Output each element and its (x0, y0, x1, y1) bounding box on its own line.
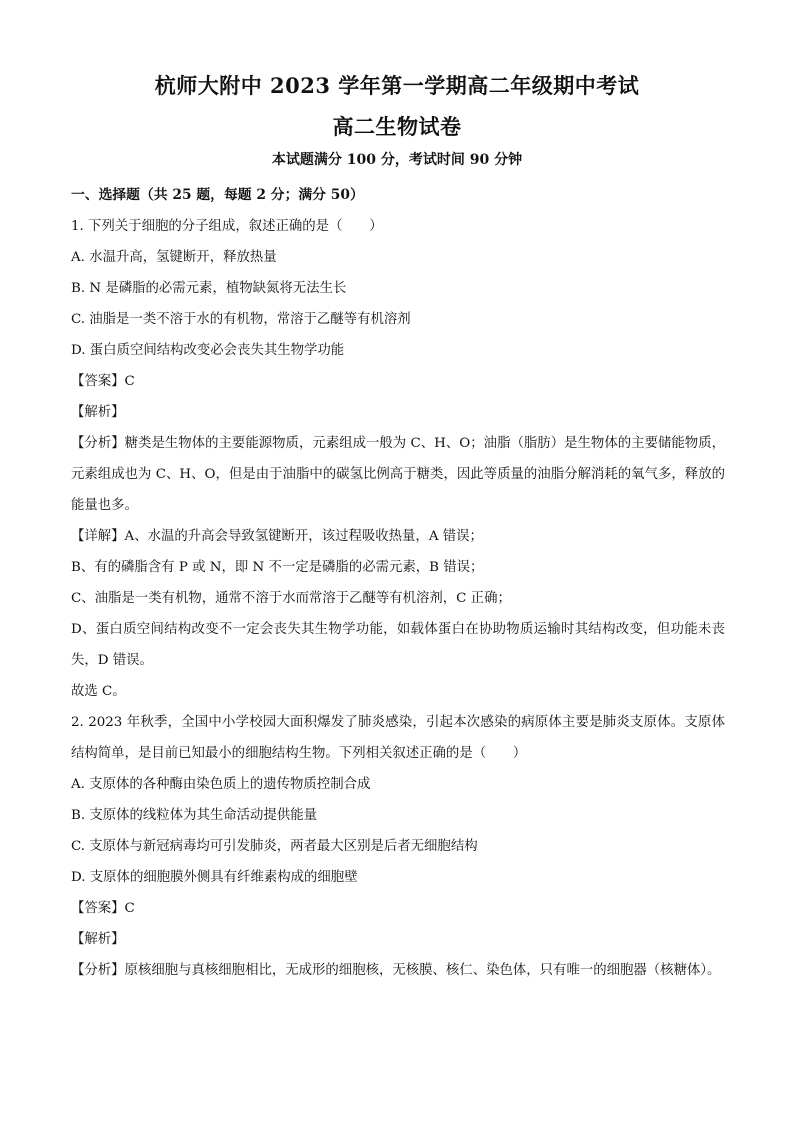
question-stem: 2. 2023 年秋季，全国中小学校园大面积爆发了肺炎感染，引起本次感染的病原体主要是肺炎支原体。支原体结构简单，是目前已知最小的细胞结构生物。下列相关叙述正确的是（ ） (71, 715, 725, 761)
option-b: B. N 是磷脂的必需元素，植物缺氮将无法生长 (71, 281, 347, 296)
option-a: A. 支原体的各种酶由染色质上的遗传物质控制合成 (71, 777, 371, 792)
document-body (71, 180, 725, 986)
option-a: A. 水温升高，氢键断开，释放热量 (71, 250, 277, 265)
detail-line: 【详解】A、水温的升高会导致氢键断开，该过程吸收热量，A 错误； (71, 529, 483, 544)
subject-title: 高二生物试卷 (332, 114, 462, 139)
answer: 【答案】C (71, 901, 135, 916)
section-heading: 一、选择题（共 25 题，每题 2 分；满分 50） (71, 187, 364, 203)
question-2 (71, 707, 725, 986)
option-d: D. 支原体的细胞膜外侧具有纤维素构成的细胞壁 (71, 870, 358, 885)
analysis-label: 【解析】 (71, 405, 125, 420)
detail-line: C、油脂是一类有机物，通常不溶于水而常溶于乙醚等有机溶剂，C 正确； (71, 591, 511, 606)
analysis-text: 【分析】糖类是生物体的主要能源物质，元素组成一般为 C、H、O；油脂（脂肪）是生物体的主要储能物质，元素组成也为 C、H、O，但是由于油脂中的碳氢比例高于糖类，因此等质量的油脂分解消耗的氧气多，释放的能量也多。 (71, 436, 725, 513)
option-c: C. 油脂是一类不溶于水的有机物，常溶于乙醚等有机溶剂 (71, 312, 411, 327)
question-stem: 1. 下列关于细胞的分子组成，叙述正确的是（ ） (71, 219, 383, 234)
answer: 【答案】C (71, 374, 135, 389)
conclusion: 故选 C。 (71, 684, 126, 699)
option-c: C. 支原体与新冠病毒均可引发肺炎，两者最大区别是后者无细胞结构 (71, 839, 478, 854)
detail-line: D、蛋白质空间结构改变不一定会丧失其生物学功能，如载体蛋白在协助物质运输时其结构改变，但功能未丧失，D 错误。 (71, 622, 725, 668)
detail-line: B、有的磷脂含有 P 或 N，即 N 不一定是磷脂的必需元素，B 错误； (71, 560, 484, 575)
exam-info: 本试题满分 100 分，考试时间 90 分钟 (271, 152, 523, 168)
option-b: B. 支原体的线粒体为其生命活动提供能量 (71, 808, 317, 823)
analysis-label: 【解析】 (71, 932, 125, 947)
exam-title: 杭师大附中 2023 学年第一学期高二年级期中考试 (154, 73, 640, 98)
question-1 (71, 211, 725, 707)
analysis-text: 【分析】原核细胞与真核细胞相比，无成形的细胞核，无核膜、核仁、染色体，只有唯一的细胞器（核糖体）。 (71, 963, 721, 978)
option-d: D. 蛋白质空间结构改变必会丧失其生物学功能 (71, 343, 345, 358)
